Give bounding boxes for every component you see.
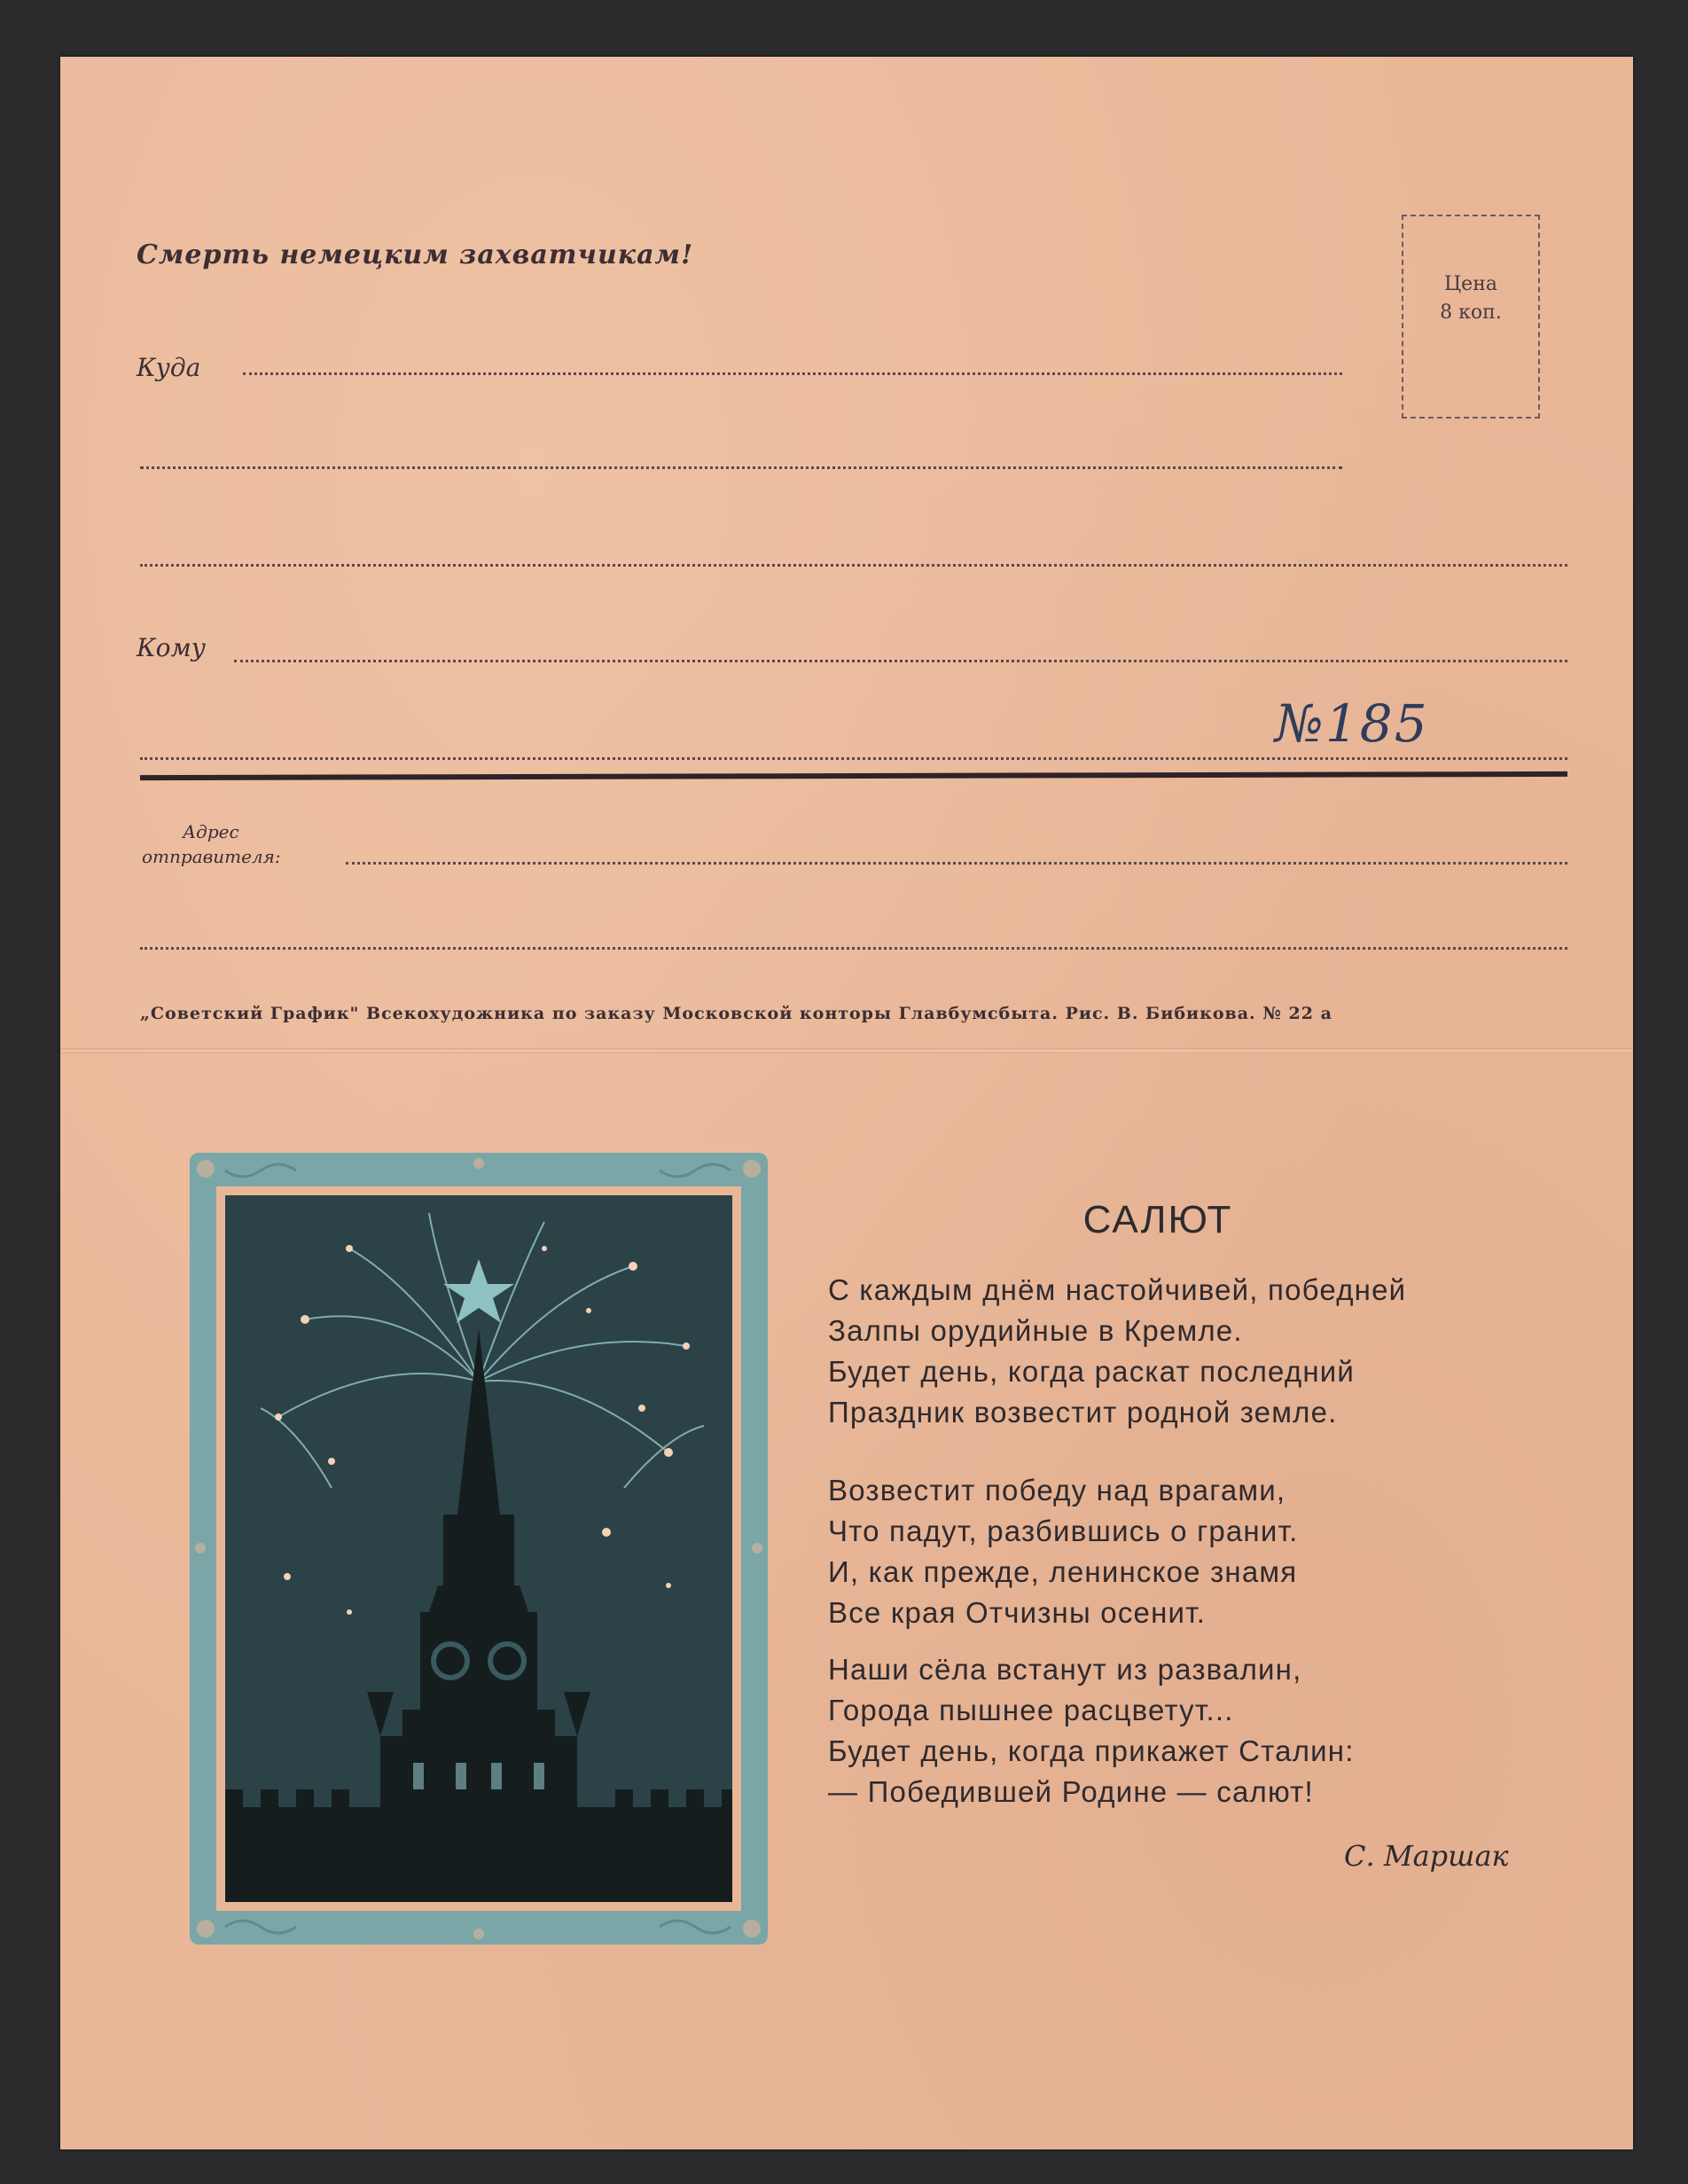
poem-line: — Победившей Родине — салют! [828,1775,1314,1808]
poem-line: Города пышнее расцветут... [828,1694,1234,1726]
poem-line: Залпы орудийные в Кремле. [828,1314,1243,1347]
poem-line: Все края Отчизны осенит. [828,1596,1207,1629]
sender-label-line1: Адрес [183,821,239,842]
kremlin-tower-illustration [225,1195,732,1902]
poem-stanza-3 [828,1649,1355,1812]
to-line-3 [140,564,1567,567]
poem-author: С. Маршак [1344,1839,1509,1873]
to-line-2 [140,466,1342,469]
poem-line: Праздник возвестит родной земле. [828,1396,1338,1429]
illustration-frame [190,1153,768,1945]
poem-title: САЛЮТ [1082,1198,1233,1241]
poem-stanza-1 [828,1270,1406,1433]
poem-line: С каждым днём настойчивей, победней [828,1273,1407,1306]
poem-line: Что падут, разбившись о гранит. [828,1515,1299,1547]
recipient-line-1 [234,660,1567,662]
poem-line: Наши сёла встанут из развалин, [828,1653,1302,1686]
postcard-letter-sheet [60,57,1633,2149]
stamp-price-value: 8 коп. [1440,301,1502,324]
recipient-label: Кому [137,633,206,662]
handwritten-number: №185 [1275,693,1429,754]
poem-line: Будет день, когда раскат последний [828,1355,1356,1388]
sender-line-2 [140,947,1567,950]
stamp-price-label: Цена [1444,273,1497,295]
poem-line: Возвестит победу над врагами, [828,1474,1286,1507]
divider-line [140,771,1567,780]
sender-line-1 [346,862,1567,865]
poem-line: Будет день, когда прикажет Сталин: [828,1734,1355,1767]
fold-crease [60,1048,1633,1053]
poem-line: И, как прежде, ленинское знамя [828,1555,1298,1588]
publisher-imprint: „Советский График" Всекохудожника по заказу Московской конторы Главбумсбыта. Рис. В. Бибикова. № 22 а [140,1004,1332,1023]
recipient-line-2 [140,757,1567,760]
slogan: Смерть немецким захватчикам! [137,239,694,270]
to-line-1 [243,372,1342,375]
to-label: Куда [137,353,201,382]
poem-stanza-2 [828,1470,1299,1633]
sender-label-line2: отправителя: [142,846,281,867]
stamp-box [1402,215,1540,419]
